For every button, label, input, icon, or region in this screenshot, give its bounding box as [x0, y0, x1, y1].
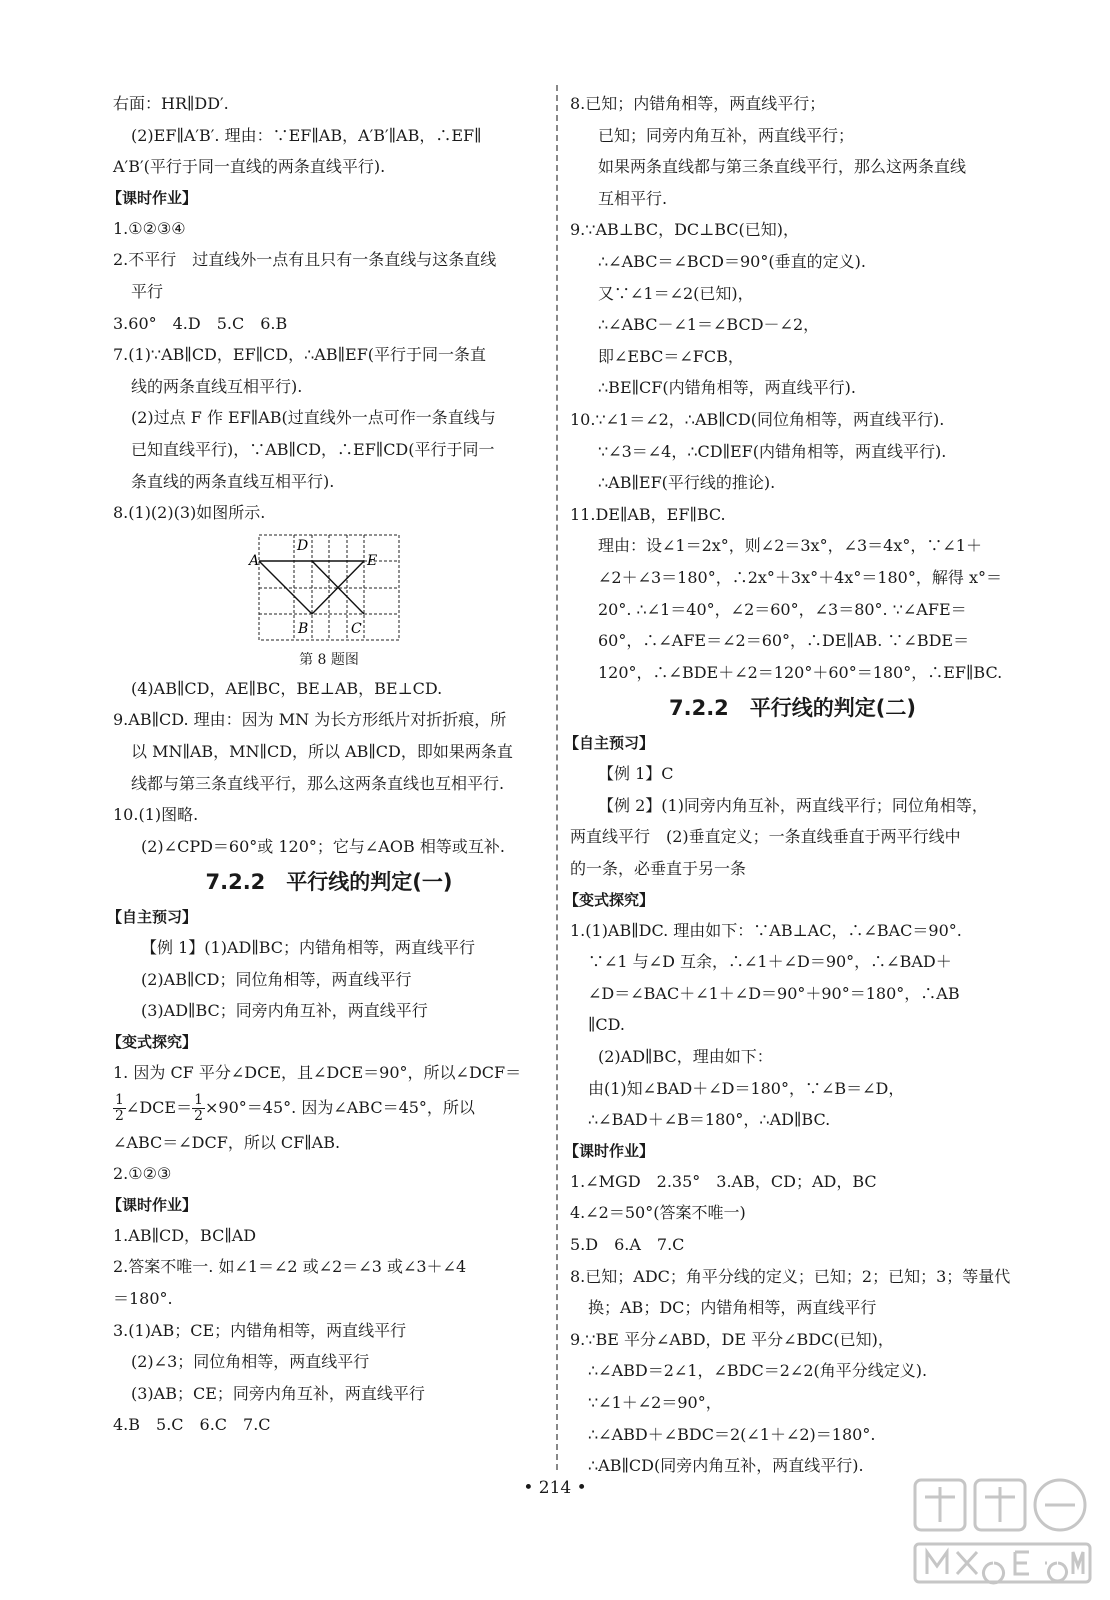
- answer-line: 60°，∴∠AFE＝∠2＝60°，∴DE∥AB. ∵∠BDE＝: [598, 631, 970, 651]
- column-divider: [556, 85, 558, 1470]
- answer-line: 9.AB∥CD. 理由：因为 MN 为长方形纸片对折折痕，所: [113, 710, 507, 730]
- section-tag: 【变式探究】: [107, 1033, 198, 1052]
- fig-label-b: B: [298, 620, 309, 637]
- grid-diagram: [239, 533, 419, 645]
- answer-line: 【例 1】(1)AD∥BC；内错角相等，两直线平行: [141, 938, 476, 958]
- section-title: 7.2.2 平行线的判定(二): [669, 696, 916, 721]
- answer-line: 【例 1】C: [598, 764, 674, 784]
- answer-line: 2.不平行 过直线外一点有且只有一条直线与这条直线: [113, 250, 497, 270]
- answer-line: ∵∠3＝∠4，∴CD∥EF(内错角相等，两直线平行).: [598, 441, 947, 461]
- section-tag: 【变式探究】: [564, 890, 655, 909]
- figure-caption: 第 8 题图: [299, 651, 359, 668]
- answer-line: ∴∠ABD＝2∠1，∠BDC＝2∠2(角平分线定义).: [588, 1361, 928, 1381]
- answer-line: 以 MN∥AB，MN∥CD，所以 AB∥CD，即如果两条直: [131, 741, 513, 761]
- answer-line: 即∠EBC＝∠FCB，: [598, 346, 744, 366]
- answer-line: 10.(1)图略.: [113, 805, 199, 825]
- fraction-line: $\frac{1}{2}$ ∠DCE＝ $\frac{1}{2}$ ×90°＝45°. 因为∠ABC＝45°，所以: [115, 1091, 475, 1124]
- fraction: $\frac{1}{2}$: [194, 1091, 204, 1124]
- right-column: [564, 88, 1015, 1482]
- answer-line: 两直线平行 (2)垂直定义；一条直线垂直于两平行线中: [570, 827, 961, 847]
- answer-line: 线的两条直线互相平行).: [131, 376, 303, 396]
- answer-line: 1.AB∥CD，BC∥AD: [113, 1225, 257, 1245]
- answer-line: 【例 2】(1)同旁内角互补，两直线平行；同位角相等，: [598, 795, 988, 815]
- answer-line: (2)∠CPD＝60°或 120°；它与∠AOB 相等或互补.: [141, 836, 505, 856]
- answer-line: 2.①②③: [113, 1164, 172, 1184]
- answer-line: 4.B 5.C 6.C 7.C: [113, 1415, 271, 1435]
- answer-line: ∠ABC＝∠DCF，所以 CF∥AB.: [113, 1132, 341, 1152]
- answer-line: 又∵∠1＝∠2(已知)，: [598, 283, 754, 303]
- answer-line: ∵∠1＋∠2＝90°，: [588, 1392, 722, 1412]
- answer-line: ∴AB∥CD(同旁内角互补，两直线平行).: [588, 1456, 864, 1476]
- answer-line: 理由：设∠1＝2x°，则∠2＝3x°，∠3＝4x°，∵∠1＋: [598, 536, 982, 556]
- answer-line: ∴AB∥EF(平行线的推论).: [598, 473, 776, 493]
- answer-line: 2.答案不唯一. 如∠1＝∠2 或∠2＝∠3 或∠3＋∠4: [113, 1257, 467, 1277]
- section-tag: 【课时作业】: [564, 1141, 655, 1160]
- answer-line: (2)∠3；同位角相等，两直线平行: [131, 1352, 370, 1372]
- fig-label-e: E: [367, 552, 378, 569]
- answer-line: 已知；同旁内角互补，两直线平行；: [598, 125, 855, 145]
- answer-line: ∴∠BAD＋∠B＝180°，∴AD∥BC.: [588, 1110, 831, 1130]
- fig-label-d: D: [297, 537, 309, 554]
- answer-line: ∴BE∥CF(内错角相等，两直线平行).: [598, 378, 856, 398]
- section-title: 7.2.2 平行线的判定(一): [205, 870, 453, 895]
- answer-line: ＝180°.: [113, 1289, 173, 1309]
- page-number: • 214 •: [523, 1478, 587, 1498]
- answer-line: (3)AD∥BC；同旁内角互补，两直线平行: [141, 1001, 428, 1021]
- answer-line: ∴∠ABC－∠1＝∠BCD－∠2，: [598, 315, 820, 335]
- answer-line: 1. 因为 CF 平分∠DCE，且∠DCE＝90°，所以∠DCF＝: [113, 1063, 522, 1083]
- answer-line: (4)AB∥CD，AE∥BC，BE⊥AB，BE⊥CD.: [131, 678, 443, 698]
- answer-line: 4.∠2＝50°(答案不唯一): [570, 1203, 746, 1223]
- fraction: $\frac{1}{2}$: [115, 1091, 124, 1124]
- grid-figure: [113, 533, 545, 671]
- answer-line: 7.(1)∵AB∥CD，EF∥CD，∴AB∥EF(平行于同一条直: [113, 345, 487, 365]
- answer-line: ∠D＝∠BAC＋∠1＋∠D＝90°＋90°＝180°，∴AB: [588, 983, 960, 1003]
- section-tag: 【课时作业】: [107, 1195, 198, 1214]
- answer-line: 线都与第三条直线平行，那么这两条直线也互相平行.: [131, 773, 505, 793]
- answer-line: 1.∠MGD 2.35° 3.AB，CD；AD，BC: [570, 1171, 877, 1191]
- answer-line: 5.D 6.A 7.C: [570, 1235, 685, 1254]
- answer-line: (2)过点 F 作 EF∥AB(过直线外一点可作一条直线与: [131, 408, 496, 428]
- section-tag: 【自主预习】: [107, 908, 198, 927]
- answer-line: 120°，∴∠BDE＋∠2＝120°＋60°＝180°，∴EF∥BC.: [598, 662, 1003, 682]
- answer-line: 20°. ∴∠1＝40°，∠2＝60°，∠3＝80°. ∵∠AFE＝: [598, 599, 967, 619]
- answer-line: 1.(1)AB∥DC. 理由如下：∵AB⊥AC，∴∠BAC＝90°.: [570, 920, 962, 940]
- answer-line: 8.已知；ADC；角平分线的定义；已知；2；已知；3；等量代: [570, 1266, 1011, 1286]
- answer-line: 条直线的两条直线互相平行).: [131, 471, 335, 491]
- answer-line: ∴∠ABC＝∠BCD＝90°(垂直的定义).: [598, 251, 866, 271]
- answer-line: 3.60° 4.D 5.C 6.B: [113, 313, 288, 333]
- answer-line: 互相平行.: [598, 188, 668, 208]
- left-column: [107, 88, 545, 1441]
- answer-line: 的一条，必垂直于另一条: [570, 859, 747, 879]
- answer-line: 平行: [131, 281, 164, 301]
- answer-line: 3.(1)AB；CE；内错角相等，两直线平行: [113, 1320, 407, 1340]
- answer-line: 已知直线平行)，∵AB∥CD，∴EF∥CD(平行于同一: [131, 439, 495, 459]
- text-line: (2)EF∥A′B′. 理由：∵EF∥AB，A′B′∥AB，∴EF∥: [131, 125, 482, 145]
- answer-line: (2)AD∥BC，理由如下：: [598, 1047, 773, 1067]
- answer-line: 9.∵BE 平分∠ABD，DE 平分∠BDC(已知)，: [570, 1329, 894, 1349]
- text-line: 右面：HR∥DD′.: [113, 94, 229, 113]
- answer-line: 如果两条直线都与第三条直线平行，那么这两条直线: [598, 157, 967, 177]
- answer-line: ∠2＋∠3＝180°，∴2x°＋3x°＋4x°＝180°，解得 x°＝: [598, 567, 1002, 587]
- answer-line: (3)AB；CE；同旁内角互补，两直线平行: [131, 1383, 425, 1403]
- fig-label-a: A: [249, 552, 260, 569]
- answer-line: 10.∵∠1＝∠2，∴AB∥CD(同位角相等，两直线平行).: [570, 409, 945, 429]
- answer-line: ∵∠1 与∠D 互余，∴∠1＋∠D＝90°，∴∠BAD＋: [588, 952, 952, 972]
- watermark-logo: [905, 1472, 1100, 1592]
- answer-line: 由(1)知∠BAD＋∠D＝180°，∵∠B＝∠D，: [588, 1078, 905, 1098]
- answer-line: 8.已知；内错角相等，两直线平行；: [570, 94, 826, 113]
- answer-line: 换；AB；DC；内错角相等，两直线平行: [588, 1298, 877, 1318]
- answer-line: 8.(1)(2)(3)如图所示.: [113, 503, 266, 523]
- answer-line: ∴∠ABD＋∠BDC＝2(∠1＋∠2)＝180°.: [588, 1424, 876, 1444]
- section-tag: 【自主预习】: [564, 734, 655, 753]
- answer-line: 11.DE∥AB，EF∥BC.: [570, 504, 726, 524]
- text-line: A′B′(平行于同一直线的两条直线平行).: [113, 157, 386, 177]
- answer-line: 1.①②③④: [113, 218, 186, 238]
- answer-line: ∥CD.: [588, 1015, 625, 1035]
- answer-line: (2)AB∥CD；同位角相等，两直线平行: [141, 969, 412, 989]
- answer-line: 9.∵AB⊥BC，DC⊥BC(已知)，: [570, 220, 800, 240]
- fig-label-c: C: [351, 620, 362, 637]
- section-tag: 【课时作业】: [107, 188, 198, 207]
